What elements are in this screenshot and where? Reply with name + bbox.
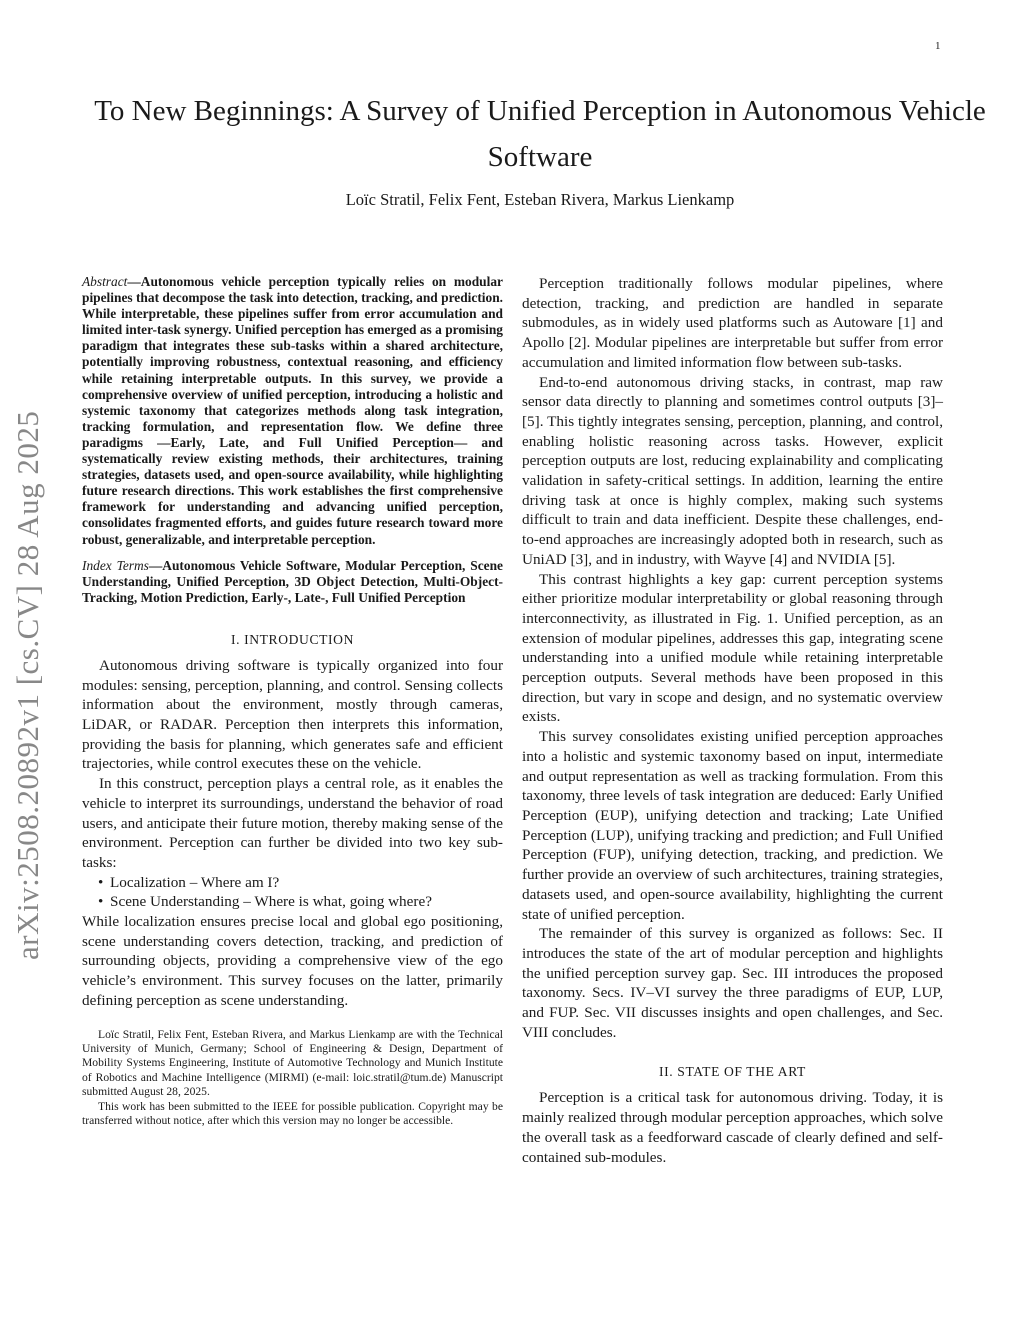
- intro-paragraph-7: This survey consolidates existing unified perception approaches into a holistic and systemic taxonomy based on input, intermediate and output representation as well as tracking formulation. From this taxonomy, three levels of task integration are deduced: Early Unified Perception (EUP), unifying detection and tracking; Late Unified Perception (LUP), unifying tracking and prediction; and Full Unified Perception (FUP), unifying detection, tracking, and prediction. We further provide an overview of such architectures, training strategies, datasets used, and open-source availability, highlighting the current state of unified perception.: [522, 728, 943, 923]
- index-terms: [82, 558, 503, 606]
- intro-paragraph-2: In this construct, perception plays a central role, as it enables the vehicle to interpret its surroundings, understand the behavior of road users, and anticipate their future motion, thereby making sense of the environment. Perception can further be divided into two key sub-tasks:: [82, 775, 503, 871]
- intro-paragraph-1: Autonomous driving software is typically organized into four modules: sensing, perception, planning, and control. Sensing collects information about the environment, mostly through cameras, LiDAR, or RADAR. Perception then interprets this information, providing the basis for planning, which generates safe and efficient trajectories, while control executes these on the vehicle.: [82, 656, 503, 773]
- list-item: • Localization – Where am I?: [98, 873, 503, 893]
- index-terms-lead: Index Terms: [82, 557, 149, 573]
- intro-paragraph-3: While localization ensures precise local and global ego positioning, scene understanding covers detection, tracking, and prediction of surrounding objects, providing a comprehensive view of the ego vehicle’s environment. This survey focuses on the latter, primarily defining perception as scene understanding.: [82, 913, 503, 1009]
- intro-paragraph-6: This contrast highlights a key gap: current perception systems either prioritize modular interpretability or global reasoning through interconnectivity, as illustrated in Fig. 1. Unified perception, as an extension of modular pipelines, addresses this gap, integrating scene understanding into a unified module while retaining interpretable perception outputs. Several methods have been proposed in this direction, but vary in scope and design, and no systematic overview exists.: [522, 570, 943, 726]
- intro-paragraph-8: The remainder of this survey is organized as follows: Sec. II introduces the state of the art of modular perception and highlights the unified perception survey gap. Sec. III introduces the proposed taxonomy. Secs. IV–VI survey the three paradigms of EUP, LUP, and FUP. Sec. VII discusses insights and open challenges, and Sec. VIII concludes.: [522, 925, 943, 1041]
- right-column: [522, 274, 943, 1167]
- abstract-text: —Autonomous vehicle perception typically relies on modular pipelines that decompose the task into detection, tracking, and prediction. While interpretable, these pipelines suffer from error accumulation and limited inter-task synergy. Unified perception has emerged as a promising paradigm that integrates these sub-tasks within a shared architecture, potentially improving robustness, contextual reasoning, and efficiency while retaining interpretable outputs. In this survey, we provide a comprehensive overview of unified perception, introducing a holistic and systemic taxonomy that categorizes methods along task integration, tracking formulation, and representation flow. We define three paradigms —Early, Late, and Full Unified Perception— and systematically review existing methods, their architectures, training strategies, datasets used, and open-source availability, while highlighting future research directions. This work establishes the first comprehensive framework for understanding and advancing unified perception, consolidates fragmented efforts, and guides future research toward more robust, generalizable, and interpretable perception.: [82, 274, 503, 547]
- paper-title: To New Beginnings: A Survey of Unified Perception in Autonomous Vehicle Software: [94, 95, 986, 173]
- left-column: [82, 274, 503, 1128]
- abstract: [82, 274, 503, 548]
- section-heading-introduction: I. INTRODUCTION: [230, 631, 355, 647]
- footnote-copyright: This work has been submitted to the IEEE for possible publication. Copyright may be transferred without notice, after which this version may no longer be accessible.: [82, 1099, 503, 1127]
- page-number: 1: [935, 40, 941, 52]
- intro-paragraph-4: Perception traditionally follows modular pipelines, where detection, tracking, and prediction are handled in separate submodules, as in widely used platforms such as Autoware [1] and Apollo [2]. Modular pipelines are interpretable but suffer from error accumulation and limited information flow between sub-tasks.: [522, 275, 943, 371]
- section-heading-state-of-the-art: II. STATE OF THE ART: [659, 1064, 806, 1080]
- arxiv-stamp: arXiv:2508.20892v1 [cs.CV] 28 Aug 2025: [10, 410, 45, 960]
- author-list: Loïc Stratil, Felix Fent, Esteban Rivera, Markus Lienkamp: [345, 190, 735, 209]
- footnote-affiliation: Loïc Stratil, Felix Fent, Esteban Rivera, and Markus Lienkamp are with the Technical University of Munich, Germany; School of Engineering & Design, Department of Mobility Systems Engineering, Institute of Automotive Technology and Munich Institute of Robotics and Machine Intelligence (MIRMI) (e-mail: loic.stratil@tum.de) Manuscript submitted August 28, 2025.: [82, 1027, 503, 1099]
- subtask-list: [82, 873, 503, 912]
- abstract-lead: Abstract: [82, 274, 128, 289]
- sota-paragraph-1: Perception is a critical task for autonomous driving. Today, it is mainly realized through modular perception approaches, which solve the overall task as a feedforward cascade of clearly defined and self-contained sub-modules.: [522, 1089, 943, 1166]
- intro-paragraph-5: End-to-end autonomous driving stacks, in contrast, map raw sensor data directly to planning and sometimes control outputs [3]–[5]. This tightly integrates sensing, perception, planning, and control, enabling holistic reasoning across tasks. However, explicit perception outputs are lost, reducing explainability and complicating validation in safety-critical settings. In addition, learning the entire driving task at once is highly complex, making such systems difficult to train and data inefficient. Despite these challenges, end-to-end approaches are increasingly adopted both in research, such as UniAD [3], and in industry, with Wayve [4] and NVIDIA [5].: [522, 373, 943, 568]
- footnote: [82, 1028, 503, 1129]
- index-terms-text: —Autonomous Vehicle Software, Modular Perception, Scene Understanding, Unified Perception, 3D Object Detection, Multi-Object-Tracking, Motion Prediction, Early-, Late-, Full Unified Perception: [82, 557, 503, 605]
- list-item: • Scene Understanding – Where is what, going where?: [98, 892, 503, 912]
